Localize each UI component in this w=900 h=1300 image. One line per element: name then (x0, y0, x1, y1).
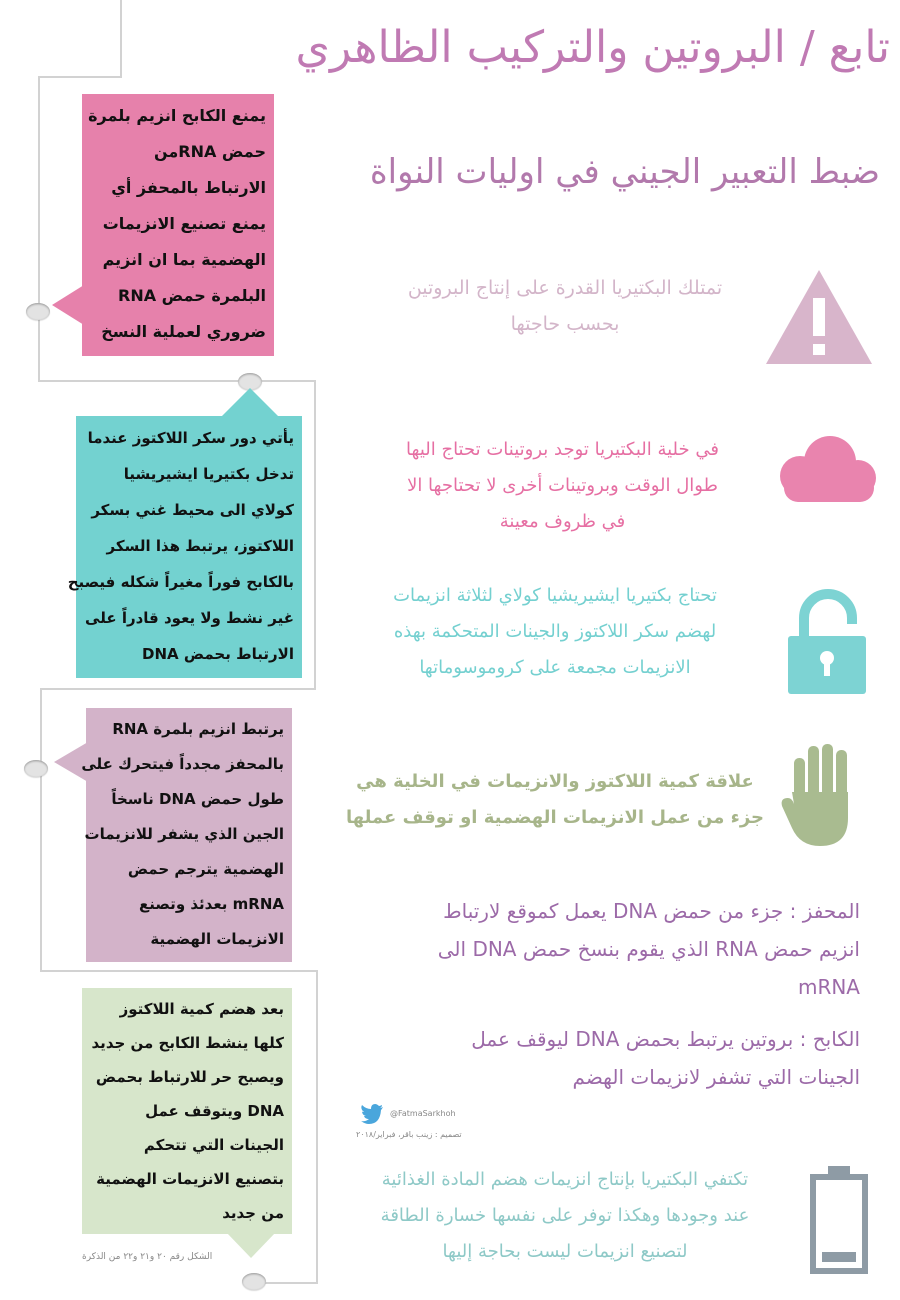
info-box-digestion (82, 988, 292, 1234)
box-line: بالمحفز مجدداً فيتحرك على (81, 755, 284, 773)
definition-line: الكابح : بروتين يرتبط بحمض DNA ليوقف عمل (471, 1027, 860, 1051)
box-line: الارتباط بحمض DNA (142, 645, 294, 663)
timeline-knob (242, 1273, 266, 1290)
box-line: بعد هضم كمية اللاكتوز (119, 1000, 284, 1018)
box-line: من جديد (222, 1204, 284, 1222)
statement-line: لهضم سكر اللاكتوز والجينات المتحكمة بهذه (393, 621, 717, 642)
info-box-polymerase (81, 708, 292, 962)
info-box-repressor (82, 94, 274, 356)
definition-promoter (350, 892, 860, 1006)
warning-icon (764, 268, 874, 368)
box-line: كلها ينشط الكابح من جديد (91, 1034, 284, 1052)
statement-line: الانزيمات مجمعة على كروموسوماتها (419, 657, 691, 678)
definition-line: الجينات التي تشفر لانزيمات الهضم (572, 1065, 860, 1089)
statement-line: عند وجودها وهكذا توفر على نفسها خسارة الطاقة (380, 1205, 750, 1226)
statement-line: تحتاج بكتيريا ايشيريشيا كولاي لثلاثة انزيمات (393, 585, 717, 606)
box-line: بالكابح فوراً مغيراً شكله فيصبح (67, 573, 294, 591)
hand-icon (780, 742, 860, 848)
box-line: الجينات التي تتحكم (143, 1136, 284, 1154)
statement-line: في ظروف معينة (499, 511, 626, 532)
box-line: يأتي دور سكر اللاكتوز عندما (87, 429, 294, 447)
statement-line: علاقة كمية اللاكتوز والانزيمات في الخلية هي (356, 771, 754, 792)
box-line: mRNA بعدئذ وتصنع (139, 895, 284, 913)
box-line: البلمرة حمض RNA (118, 286, 266, 305)
box-line: غير نشط ولا يعود قادراً على (85, 609, 294, 627)
statement-line: بحسب حاجتها (510, 313, 620, 335)
unlock-icon (784, 588, 884, 698)
box-line: يرتبط انزيم بلمرة RNA (112, 720, 284, 738)
battery-icon (808, 1164, 870, 1276)
statement-production (370, 270, 760, 342)
statement-line: جزء من عمل الانزيمات الهضمية او توقف عملها (345, 807, 765, 828)
definition-line: المحفز : جزء من حمض DNA يعمل كموقع لارتباط (443, 899, 860, 923)
statement-line: تكتفي البكتيريا بإنتاج انزيمات هضم المادة الغذائية (381, 1169, 749, 1190)
statement-lactose-relation (345, 764, 765, 836)
twitter-handle: @FatmaSarkhoh (390, 1109, 456, 1118)
box-line: الهضمية بما ان انزيم (102, 250, 266, 269)
callout-pointer (220, 388, 280, 418)
callout-pointer (226, 1232, 276, 1258)
page-subtitle: ضبط التعبير الجيني في اوليات النواة (369, 152, 880, 192)
statement-enzymes (345, 578, 765, 686)
statement-proteins (365, 432, 760, 540)
box-line: اللاكتوز، يرتبط هذا السكر (106, 537, 294, 555)
timeline-knob (26, 303, 50, 320)
box-line: طول حمض DNA ناسخاً (111, 790, 284, 808)
figure-note: الشكل رقم ٢٠ و٢١ و٢٢ من الذكرة (82, 1252, 213, 1262)
box-line: الهضمية يترجم حمض (127, 860, 284, 878)
box-line: الارتباط بالمحفز أي (111, 178, 266, 197)
box-line: تدخل بكتيريا ايشيريشيا (123, 465, 294, 483)
timeline-knob (24, 760, 48, 777)
statement-line: لتصنيع انزيمات ليست بحاجة إليها (442, 1241, 688, 1262)
box-line: يمنع الكابح انزيم بلمرة (88, 106, 266, 125)
cloud-icon (770, 432, 882, 504)
statement-line: طوال الوقت وبروتينات أخرى لا تحتاجها الا (407, 475, 718, 496)
twitter-icon (360, 1104, 384, 1124)
info-box-lactose (67, 416, 302, 678)
definition-line: mRNA (797, 975, 860, 999)
statement-energy (340, 1162, 790, 1270)
box-line: حمض RNAمن (153, 142, 266, 161)
box-line: ضروري لعملية النسخ (101, 322, 266, 341)
box-line: الجين الذي يشفر للانزيمات (84, 825, 284, 843)
page-title: تابع / البروتين والتركيب الظاهري (295, 22, 890, 73)
box-line: بتصنيع الانزيمات الهضمية (96, 1170, 284, 1188)
statement-line: تمتلك البكتيريا القدرة على إنتاج البروتين (407, 277, 723, 299)
box-line: ويصبح حر للارتباط بحمض (95, 1068, 284, 1086)
designer-credit: تصميم : زينب باقر، فبراير/٢٠١٨ (356, 1130, 462, 1139)
box-line: كولاي الى محيط غني بسكر (91, 501, 294, 519)
box-line: الانزيمات الهضمية (150, 930, 284, 948)
definition-repressor (400, 1020, 860, 1096)
box-line: يمنع تصنيع الانزيمات (102, 214, 266, 233)
definition-line: انزيم حمض RNA الذي يقوم بنسخ حمض DNA الى (437, 937, 860, 961)
box-line: DNA ويتوقف عمل (145, 1102, 284, 1120)
callout-pointer (52, 285, 84, 325)
statement-line: في خلية البكتيريا توجد بروتينات تحتاج اليها (406, 439, 719, 460)
